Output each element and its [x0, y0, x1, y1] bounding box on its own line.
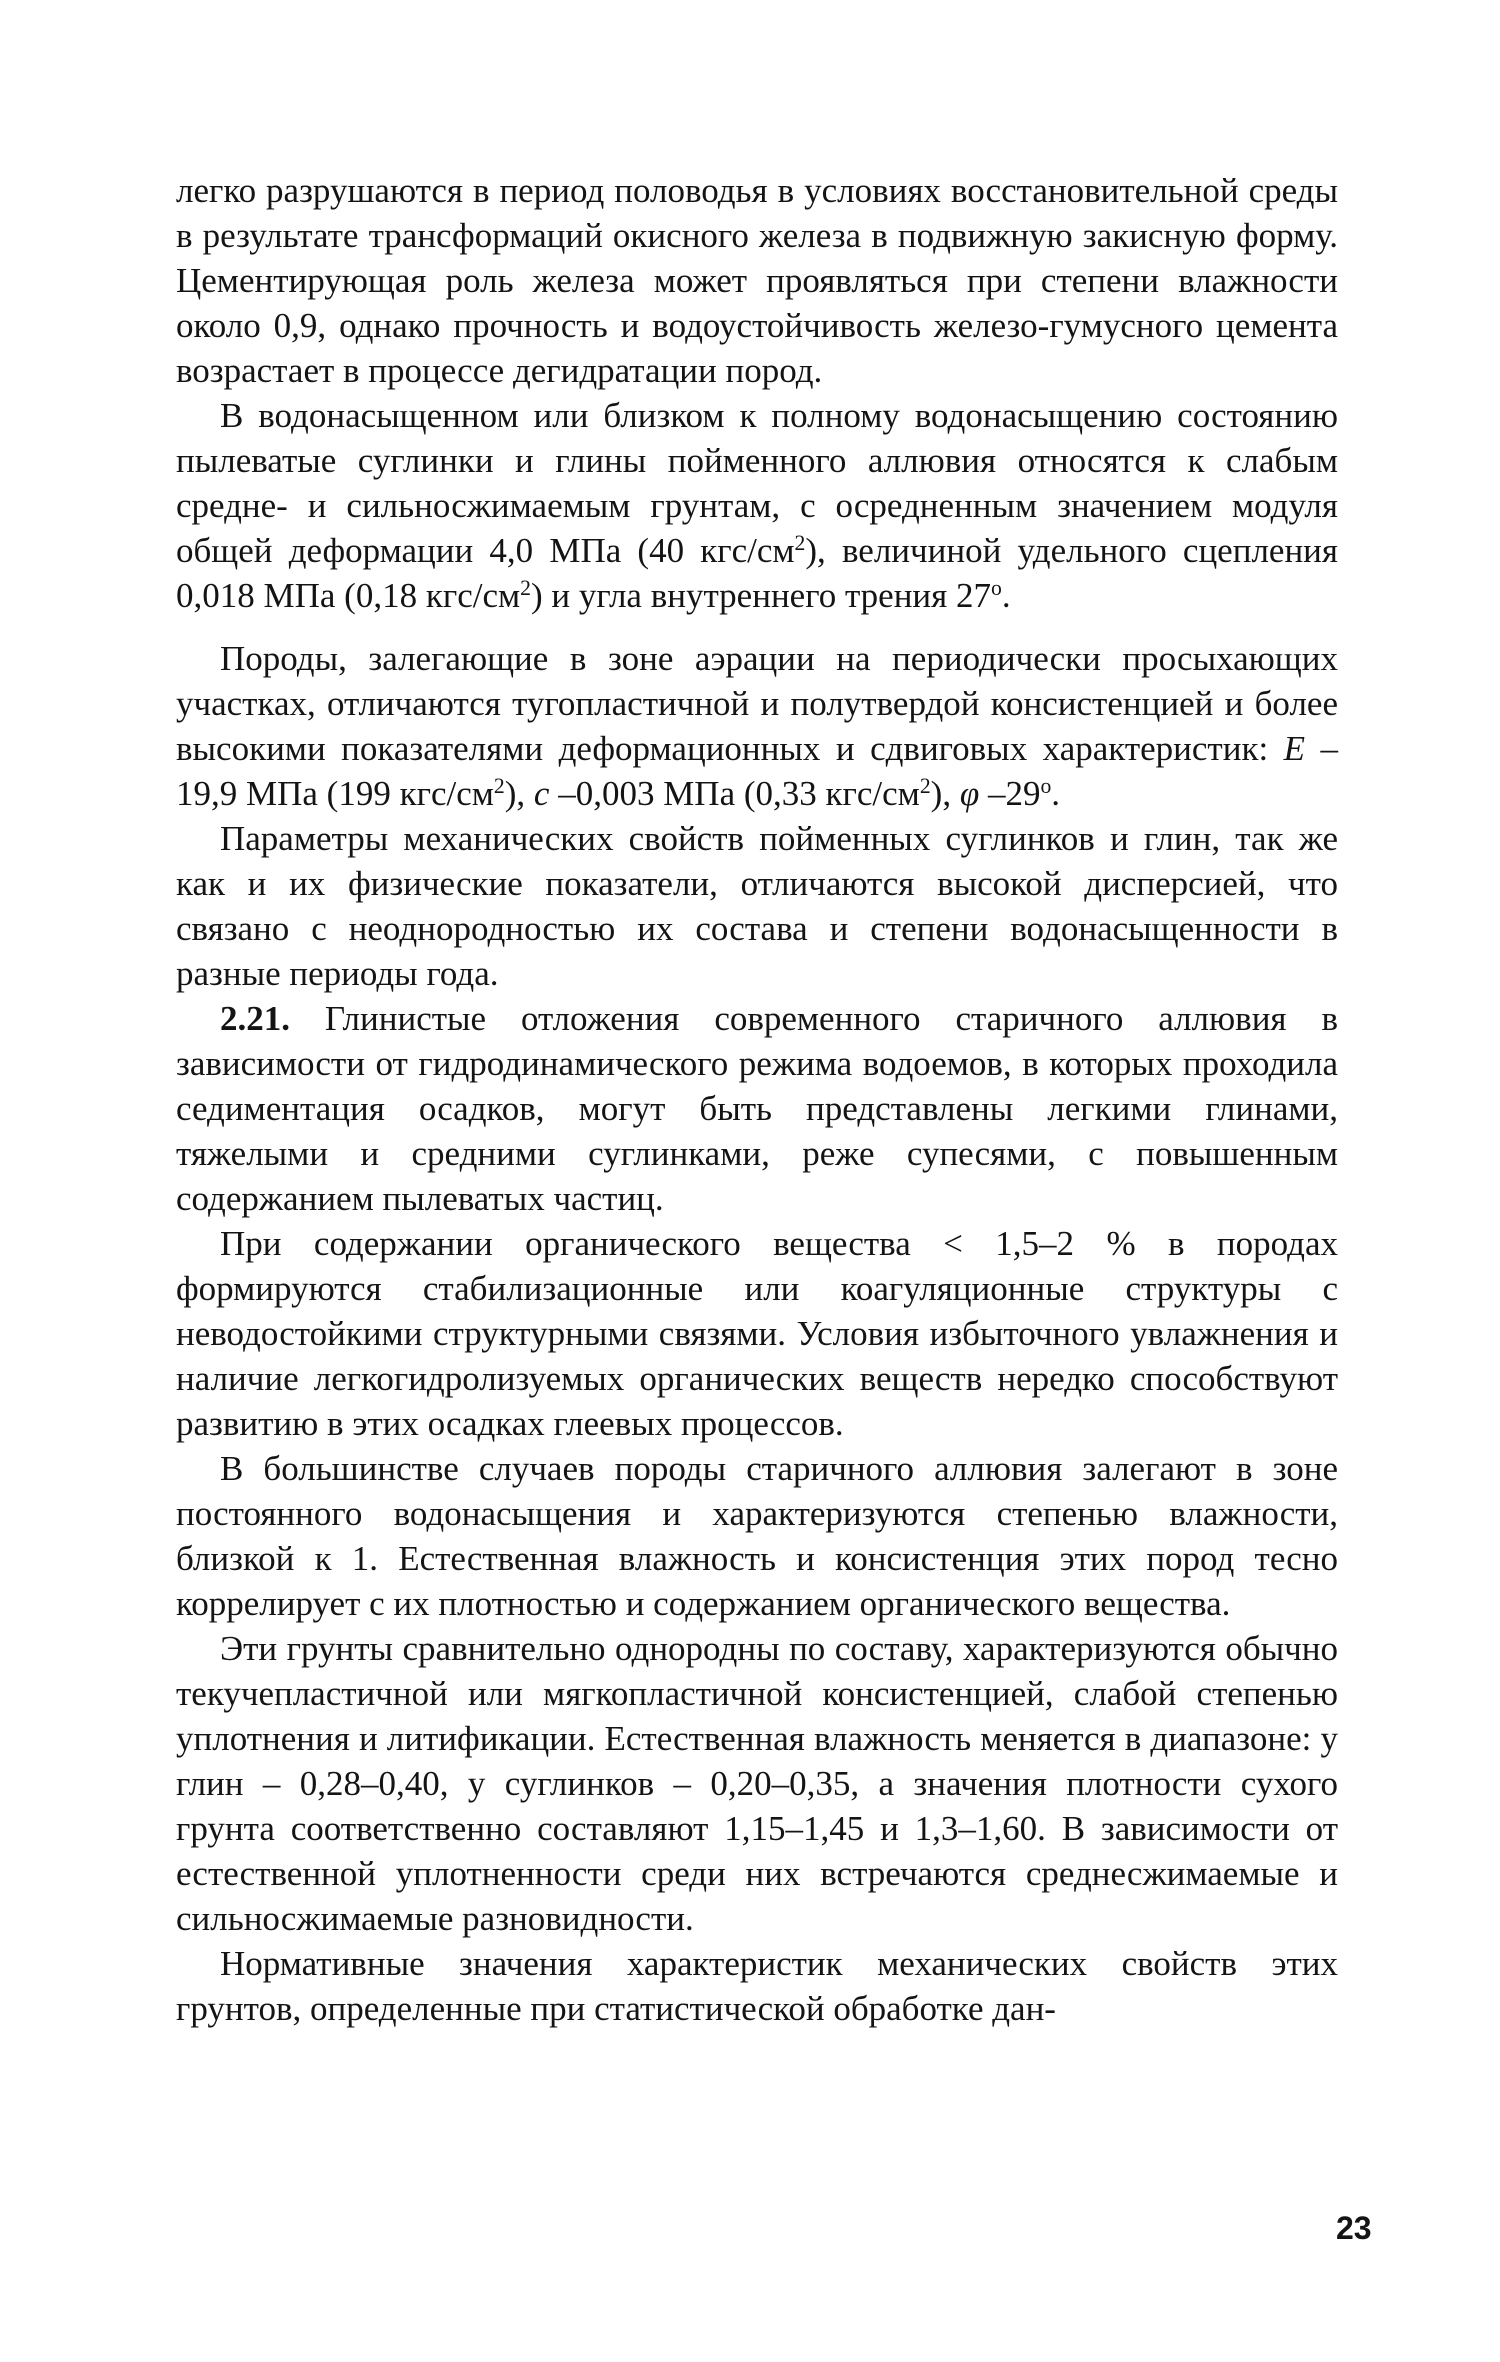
- page-number: 23: [1336, 2210, 1372, 2246]
- paragraph-mechanical-parameters: Параметры механических свойств пойменных суглинков и глин, так же как и их физические показатели, отличаются высокой дисперсией, что связано с неоднородностью их состава и степени водонасыщенности в разные периоды года.: [176, 819, 1338, 993]
- paragraph-text: Породы, залегающие в зоне аэрации на периодически просыхающих участках, отличаются тугопластичной и полутвердой консистенцией и более высокими показателями деформационных и сдвиговых характеристик:: [176, 639, 1338, 768]
- paragraph-floodplain-saturated: [176, 393, 1338, 618]
- paragraph-soil-composition: Эти грунты сравнительно однородны по составу, характеризуются обычно текучепластичной или мягкопластичной консистенцией, слабой степенью уплотнения и литификации. Естественная влажность меняется в диапазоне: у глин – 0,28–0,40, у суглинков – 0,20–0,35, а значения плотности сухого грунта соответственно составляют 1,15–1,45 и 1,3–1,60. В зависимости от естественной уплотненности среди них встречаются среднесжимаемые и сильносжимаемые разновидности.: [176, 1629, 1338, 1938]
- paragraph-organic-content: При содержании органического вещества < 1,5–2 % в породах формируются стабилизационные или коагуляционные структуры с неводостойкими структурными связями. Условия избыточного увлажнения и наличие легкогидролизуемых органических веществ нередко способствуют развитию в этих осадках глеевых процессов.: [176, 1224, 1338, 1443]
- paragraph-text: .: [1051, 774, 1061, 813]
- paragraph-text: ), величиной удельного сцепления 0,018 МПа (0,18 кгс/см: [176, 531, 1339, 615]
- paragraph-text: ),: [930, 774, 960, 813]
- paragraph-normative-values: Нормативные значения характеристик механических свойств этих грунтов, определенные при статистической обработке дан-: [176, 1944, 1338, 2028]
- superscript: 2: [493, 774, 505, 799]
- symbol-c: с: [533, 774, 550, 813]
- paragraph-section-2-21: [176, 996, 1338, 1221]
- paragraph-aeration-zone: [176, 636, 1338, 816]
- paragraph-text: ) и угла внутреннего трения 27: [530, 576, 992, 615]
- paragraph-text: –0,003 МПа (0,33 кгс/см: [549, 774, 920, 813]
- paragraph-continuation: легко разрушаются в период половодья в условиях восстановительной среды в результате трансформаций окисного железа в подвижную закисную форму. Цементирующая роль железа может проявляться при степени влажности около 0,9, однако прочность и водоустойчивость железо-гумусного цемента возрастает в процессе дегидратации пород.: [176, 171, 1338, 390]
- superscript: о: [991, 576, 1002, 601]
- paragraph-text: .: [1001, 576, 1011, 615]
- superscript: 2: [919, 774, 931, 799]
- symbol-phi: φ: [959, 774, 980, 813]
- paragraph-text: ),: [504, 774, 534, 813]
- body-text: [176, 168, 1338, 2031]
- superscript: 2: [520, 576, 531, 601]
- symbol-e: Е: [1283, 729, 1306, 768]
- section-number: 2.21.: [220, 999, 290, 1038]
- superscript: 2: [794, 531, 806, 556]
- paragraph-text: Глинистые отложения современного старичного аллювия в зависимости от гидродинамического режима водоемов, в которых проходила седиментация осадков, могут быть представлены легкими глинами, тяжелыми и средними суглинками, реже супесями, с повышенным содержанием пылеватых частиц.: [176, 999, 1338, 1218]
- paragraph-text: –19,9 МПа (199 кгс/см: [176, 729, 1339, 813]
- superscript: о: [1040, 774, 1052, 799]
- paragraph-text: В водонасыщенном или близком к полному водонасыщению состоянию пылеватые суглинки и глины пойменного аллювия относятся к слабым средне- и сильносжимаемым грунтам, с осредненным значением модуля общей деформации 4,0 МПа (40 кгс/см: [176, 396, 1338, 570]
- paragraph-oxbow-alluvium: В большинстве случаев породы старичного аллювия залегают в зоне постоянного водонасыщения и характеризуются степенью влажности, близкой к 1. Естественная влажность и консистенция этих пород тесно коррелирует с их плотностью и содержанием органического вещества.: [176, 1449, 1338, 1623]
- paragraph-text: –29: [979, 774, 1041, 813]
